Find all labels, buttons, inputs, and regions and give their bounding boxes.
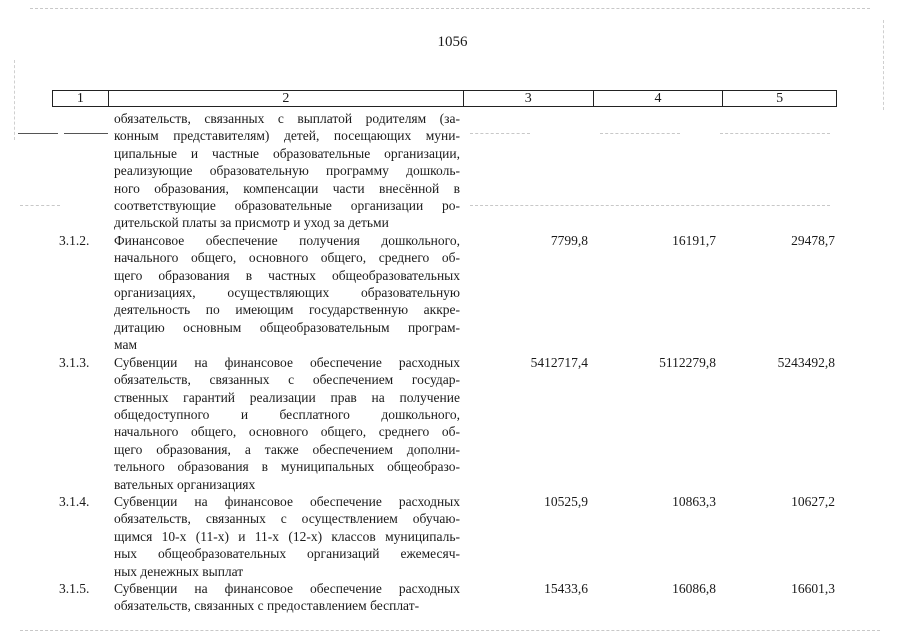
- description-line: общедоступного и бесплатного дошкольного,: [114, 406, 460, 422]
- scan-artifact: [470, 133, 530, 134]
- description-line: начального общего, основного общего, среднего об-: [114, 250, 460, 266]
- value-column-5: 29478,7: [791, 232, 835, 248]
- description-line: ного образования, компенсации части внесённой в: [114, 180, 460, 196]
- value-column-5: 5243492,8: [777, 354, 835, 370]
- description-line: начального общего, основного общего, среднего об-: [114, 424, 460, 440]
- row-number: 3.1.4.: [59, 493, 90, 509]
- table-row: [52, 232, 837, 354]
- scan-artifact: [600, 133, 680, 134]
- description-line: щего образования, а также обеспечением дополни-: [114, 441, 460, 457]
- description-line: ственных гарантий реализации прав на получение: [114, 389, 460, 405]
- description-line: вательных организациях: [114, 476, 256, 492]
- value-column-4: 10863,3: [672, 493, 716, 509]
- column-header-3: 3: [464, 91, 594, 106]
- value-column-3: [464, 110, 594, 232]
- description-line: ных денежных выплат: [114, 563, 244, 579]
- value-column-4: 5112279,8: [659, 354, 716, 370]
- description-line: обязательств, связанных с предоставлением бесплат-: [114, 598, 420, 614]
- description-line: реализующие образовательную программу дошколь-: [114, 163, 460, 179]
- scan-artifact: [883, 20, 884, 110]
- description-line: дитацию основным общеобразовательным програм-: [114, 319, 460, 335]
- column-header-5: 5: [776, 91, 784, 106]
- description-line: ных общеобразовательных организаций ежемесяч-: [114, 546, 460, 562]
- description-line: щимся 10-х (11-х) и 11-х (12-х) классов муниципаль-: [114, 528, 460, 544]
- column-header-4: 4: [594, 91, 724, 106]
- column-header-1: 1: [53, 91, 109, 106]
- column-header-2: 2: [109, 91, 464, 106]
- description-line: щего образования в частных общеобразовательных: [114, 267, 460, 283]
- scan-artifact: [720, 133, 830, 134]
- description-line: деятельность по имеющим государственную аккре-: [114, 302, 460, 318]
- value-column-5: [724, 110, 837, 232]
- value-column-4: [594, 110, 724, 232]
- scan-artifact: [470, 205, 830, 206]
- table-header-row: [52, 90, 837, 107]
- scan-artifact: [64, 133, 108, 134]
- value-column-3: 15433,6: [544, 580, 588, 596]
- description-line: Субвенции на финансовое обеспечение расходных: [114, 493, 460, 509]
- value-column-4: 16191,7: [672, 232, 716, 248]
- row-number: [52, 110, 108, 232]
- page-number: 1056: [437, 34, 468, 50]
- description-line: Финансовое обеспечение получения дошкольного,: [114, 232, 460, 248]
- row-description: [108, 580, 464, 615]
- scan-artifact: [20, 630, 880, 631]
- description-line: обязательств, связанных с выплатой родителям (за-: [114, 111, 460, 126]
- value-column-3: 5412717,4: [530, 354, 588, 370]
- description-line: организациях, осуществляющих образовательную: [114, 285, 460, 301]
- value-column-4: 16086,8: [672, 580, 716, 596]
- row-description: [108, 493, 464, 580]
- description-line: Субвенции на финансовое обеспечение расходных: [114, 354, 460, 370]
- scan-artifact: [30, 8, 870, 9]
- scan-artifact: [18, 133, 58, 134]
- value-column-5: 16601,3: [791, 580, 835, 596]
- value-column-5: 10627,2: [791, 493, 835, 509]
- description-line: обязательств, связанных с осуществлением обучаю-: [114, 511, 460, 527]
- table-row: [52, 110, 837, 232]
- row-description: [108, 354, 464, 493]
- row-number: 3.1.5.: [59, 580, 90, 596]
- description-line: дительской платы за присмотр и уход за детьми: [114, 215, 389, 231]
- row-description: [108, 232, 464, 354]
- scan-artifact: [14, 60, 15, 140]
- row-description: [108, 110, 464, 232]
- table-row: [52, 580, 837, 615]
- description-line: конным представителям) детей, посещающих муни-: [114, 128, 460, 144]
- value-column-3: 10525,9: [544, 493, 588, 509]
- table-row: [52, 354, 837, 493]
- description-line: ципальные и частные образовательные организации,: [114, 145, 460, 161]
- row-number: 3.1.3.: [59, 354, 90, 370]
- value-column-3: 7799,8: [550, 232, 588, 248]
- description-line: Субвенции на финансовое обеспечение расходных: [114, 580, 460, 596]
- row-number: 3.1.2.: [59, 232, 90, 248]
- table-body: [52, 110, 837, 615]
- description-line: тельного образования в муниципальных общеобразо-: [114, 459, 460, 475]
- scan-artifact: [20, 205, 60, 206]
- description-line: мам: [114, 337, 137, 353]
- description-line: обязательств, связанных с обеспечением государ-: [114, 372, 460, 388]
- table-row: [52, 493, 837, 580]
- description-line: соответствующие образовательные организации ро-: [114, 198, 460, 214]
